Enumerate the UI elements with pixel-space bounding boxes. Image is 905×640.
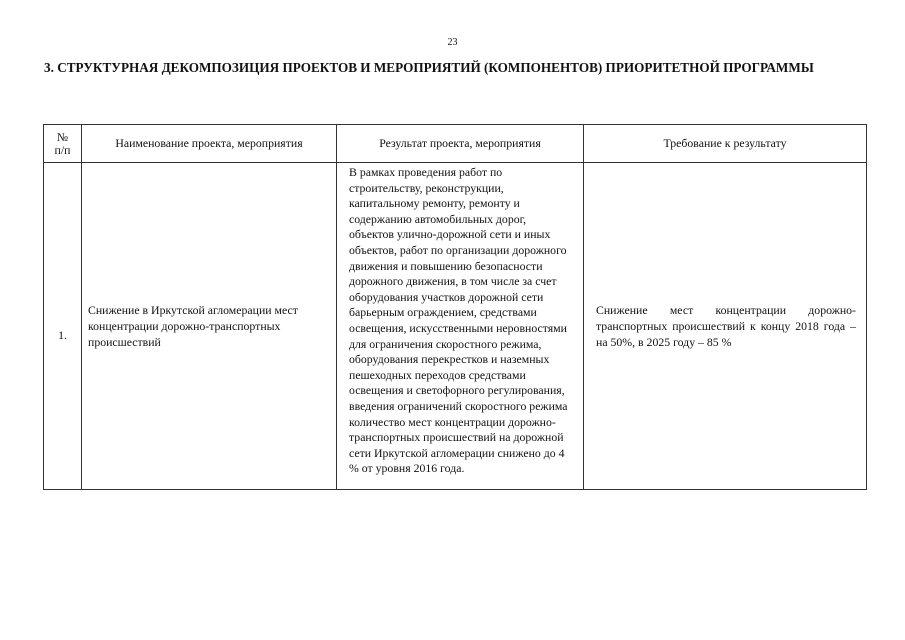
decomposition-table (43, 124, 867, 490)
table-header-row (44, 125, 867, 163)
section-heading: 3. СТРУКТУРНАЯ ДЕКОМПОЗИЦИЯ ПРОЕКТОВ И МЕРОПРИЯТИЙ (КОМПОНЕНТОВ) ПРИОРИТЕТНОЙ ПРОГРАММЫ (44, 60, 814, 75)
project-name: Снижение в Иркутской агломерации мест концентрации дорожно-транспортных происшествий (82, 163, 337, 490)
table-row (44, 163, 867, 490)
header-name: Наименование проекта, мероприятия (82, 125, 337, 163)
header-number-symbol: № (56, 129, 69, 144)
header-number (44, 125, 82, 163)
result-requirement: Снижение мест концентрации дорожно-транспортных происшествий к концу 2018 года – на 50%, в 2025 году – 85 % (584, 163, 867, 490)
project-result: В рамках проведения работ по строительству, реконструкции, капитальному ремонту, ремонту и содержанию автомобильных дорог, объектов улично-дорожной сети и иных объектов, работ по организации дорожного движения и повышению безопасности дорожного движения, в том числе за счет оборудования участков дорожной сети барьерным ограждением, средствами освещения, искусственными неровностями для ограничения скоростного режима, оборудования перекрестков и наземных пешеходных переходов средствами освещения и светофорного регулирования, введения ограничений скоростного режима количество мест концентрации дорожно-транспортных происшествий на дорожной сети Иркутской агломерации снижено до 4 % от уровня 2016 года. (337, 163, 584, 490)
header-number-abbr: п/п (54, 142, 71, 157)
header-requirement: Требование к результату (584, 125, 867, 163)
row-number: 1. (58, 328, 67, 343)
row-number-cell (44, 163, 82, 490)
page-number: 23 (447, 37, 458, 48)
header-result: Результат проекта, мероприятия (337, 125, 584, 163)
